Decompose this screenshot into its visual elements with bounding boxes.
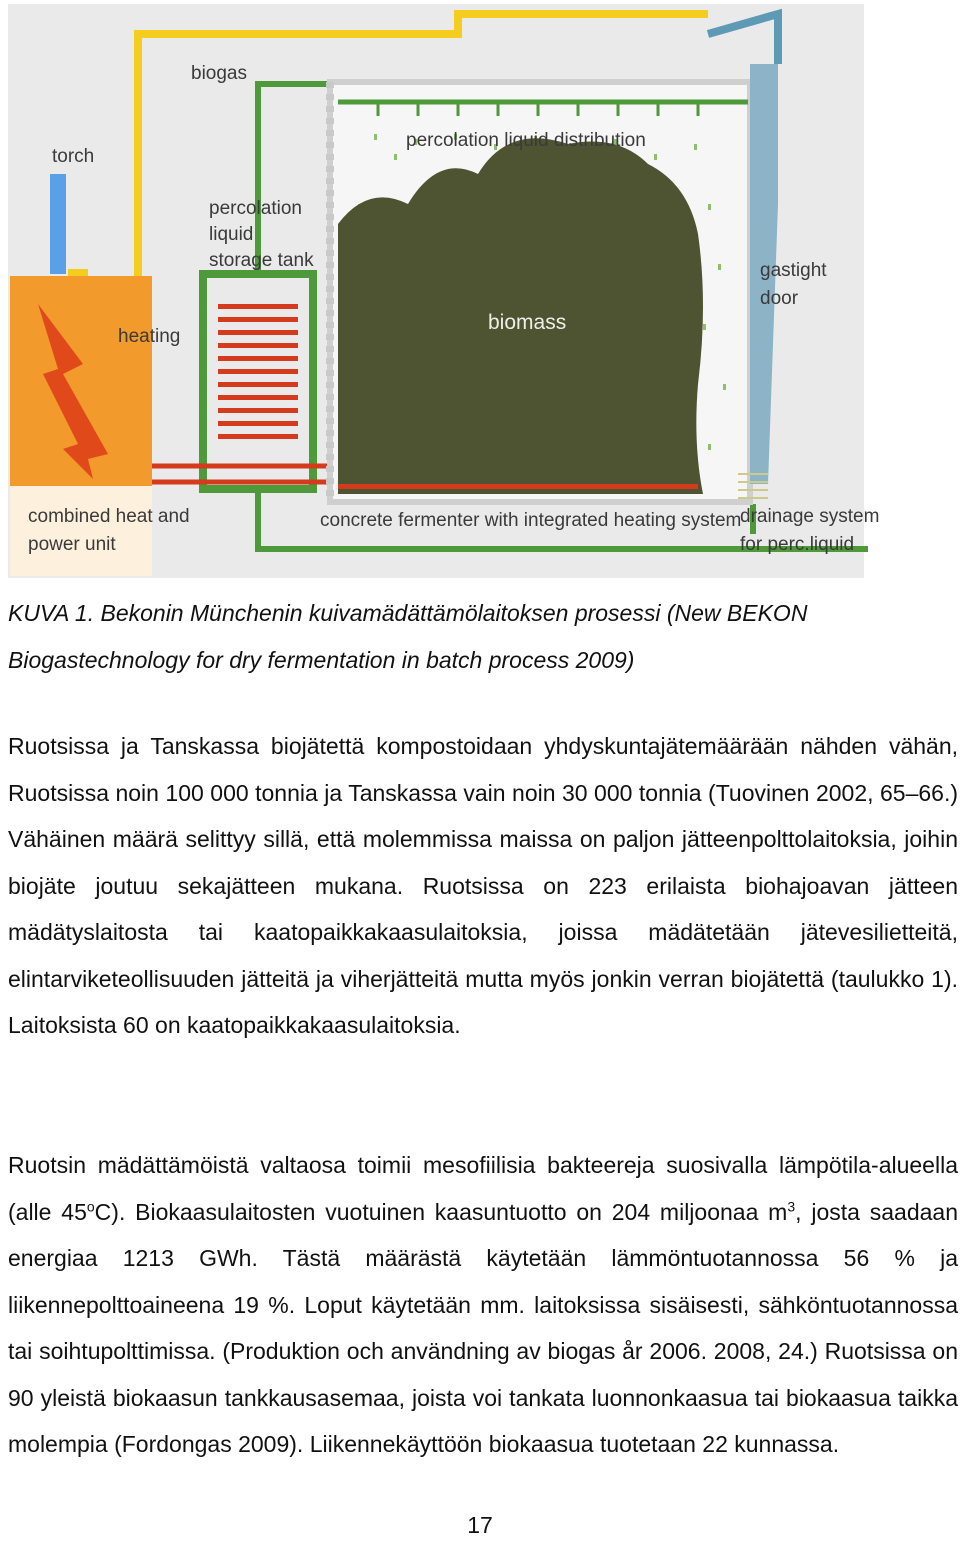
cubic-superscript: 3 xyxy=(787,1197,796,1214)
label-drainage-2: for perc.liquid xyxy=(740,534,855,555)
label-heating: heating xyxy=(118,326,181,347)
paragraph-2-part-3: , josta saadaan energiaa 1213 GWh. Tästä määrästä käytetään lämmöntuotannossa 56 % ja liikennepolttoaineena 19 %. Loput käytetään mm. laitoksissa sisäisesti, sähköntuotannossa tai soihtupolttimissa. (Produktion och användning av biogas år 2006. 2008, 24.) Ruotsissa on 90 yleistä biokaasun tankkausasemaa, joista voi tankata luonnonkaasua tai biokaasua taikka molempia (Fordongas 2009). Liikennekäyttöön biokaasua tuotetaan 22 kunnassa. xyxy=(8,1198,958,1457)
paragraph-2-part-1: Ruotsin mädättämöistä valtaosa toimii mesofiilisia bakteereja suosivalla lämpötila-alueella (alle 45 xyxy=(8,1152,958,1225)
label-biomass: biomass xyxy=(488,311,567,334)
label-gastight-2: door xyxy=(760,288,799,309)
label-gastight-1: gastight xyxy=(760,260,827,281)
figure-caption xyxy=(8,590,958,684)
paragraph-1: Ruotsissa ja Tanskassa biojätettä kompostoidaan yhdyskuntajätemäärään nähden vähän, Ruotsissa noin 100 000 tonnia ja Tanskassa vain noin 30 000 tonnia (Tuovinen 2002, 65–66.) Vähäinen määrä selittyy sillä, että molemmissa maissa on paljon jätteenpolttolaitoksia, joihin biojäte joutuu sekajätteen mukana. Ruotsissa on 223 erilaista biohajoavan jätteen mädätyslaitosta tai kaatopaikkakaasulaitoksia, joissa mädätetään jätevesilietteitä, elintarviketeollisuuden jätteitä ja viherjätteitä mutta myös jonkin verran biojätettä (taulukko 1). Laitoksista 60 on kaatopaikkakaasulaitoksia. xyxy=(8,733,958,1038)
page-number: 17 xyxy=(467,1512,493,1538)
chp-label-panel xyxy=(10,486,152,576)
label-storage-1: percolation xyxy=(209,198,302,219)
paragraph-2 xyxy=(8,1142,958,1468)
label-torch: torch xyxy=(52,146,95,167)
label-distribution: percolation liquid distribution xyxy=(406,130,646,151)
label-storage-2: liquid xyxy=(209,224,254,245)
caption-label: KUVA 1. xyxy=(8,600,95,626)
label-biogas: biogas xyxy=(191,63,247,84)
torch-icon xyxy=(50,174,66,274)
label-chp-1: combined heat and xyxy=(28,506,190,527)
caption-text: Bekonin Münchenin kuivamädättämölaitoksen prosessi (New BEKON Biogastechnology for dry fermentation in batch process 2009) xyxy=(8,600,808,673)
label-fermenter: concrete fermenter with integrated heating system xyxy=(320,510,742,531)
floor-heating xyxy=(338,484,698,489)
degree-superscript: o xyxy=(86,1197,95,1214)
biogas-plant-diagram xyxy=(8,4,880,578)
label-drainage-1: drainage system xyxy=(740,506,880,527)
label-chp-2: power unit xyxy=(28,534,116,555)
label-storage-3: storage tank xyxy=(209,250,314,271)
paragraph-2-part-2: C). Biokaasulaitosten vuotuinen kaasuntuotto on 204 miljoonaa m xyxy=(94,1198,788,1225)
